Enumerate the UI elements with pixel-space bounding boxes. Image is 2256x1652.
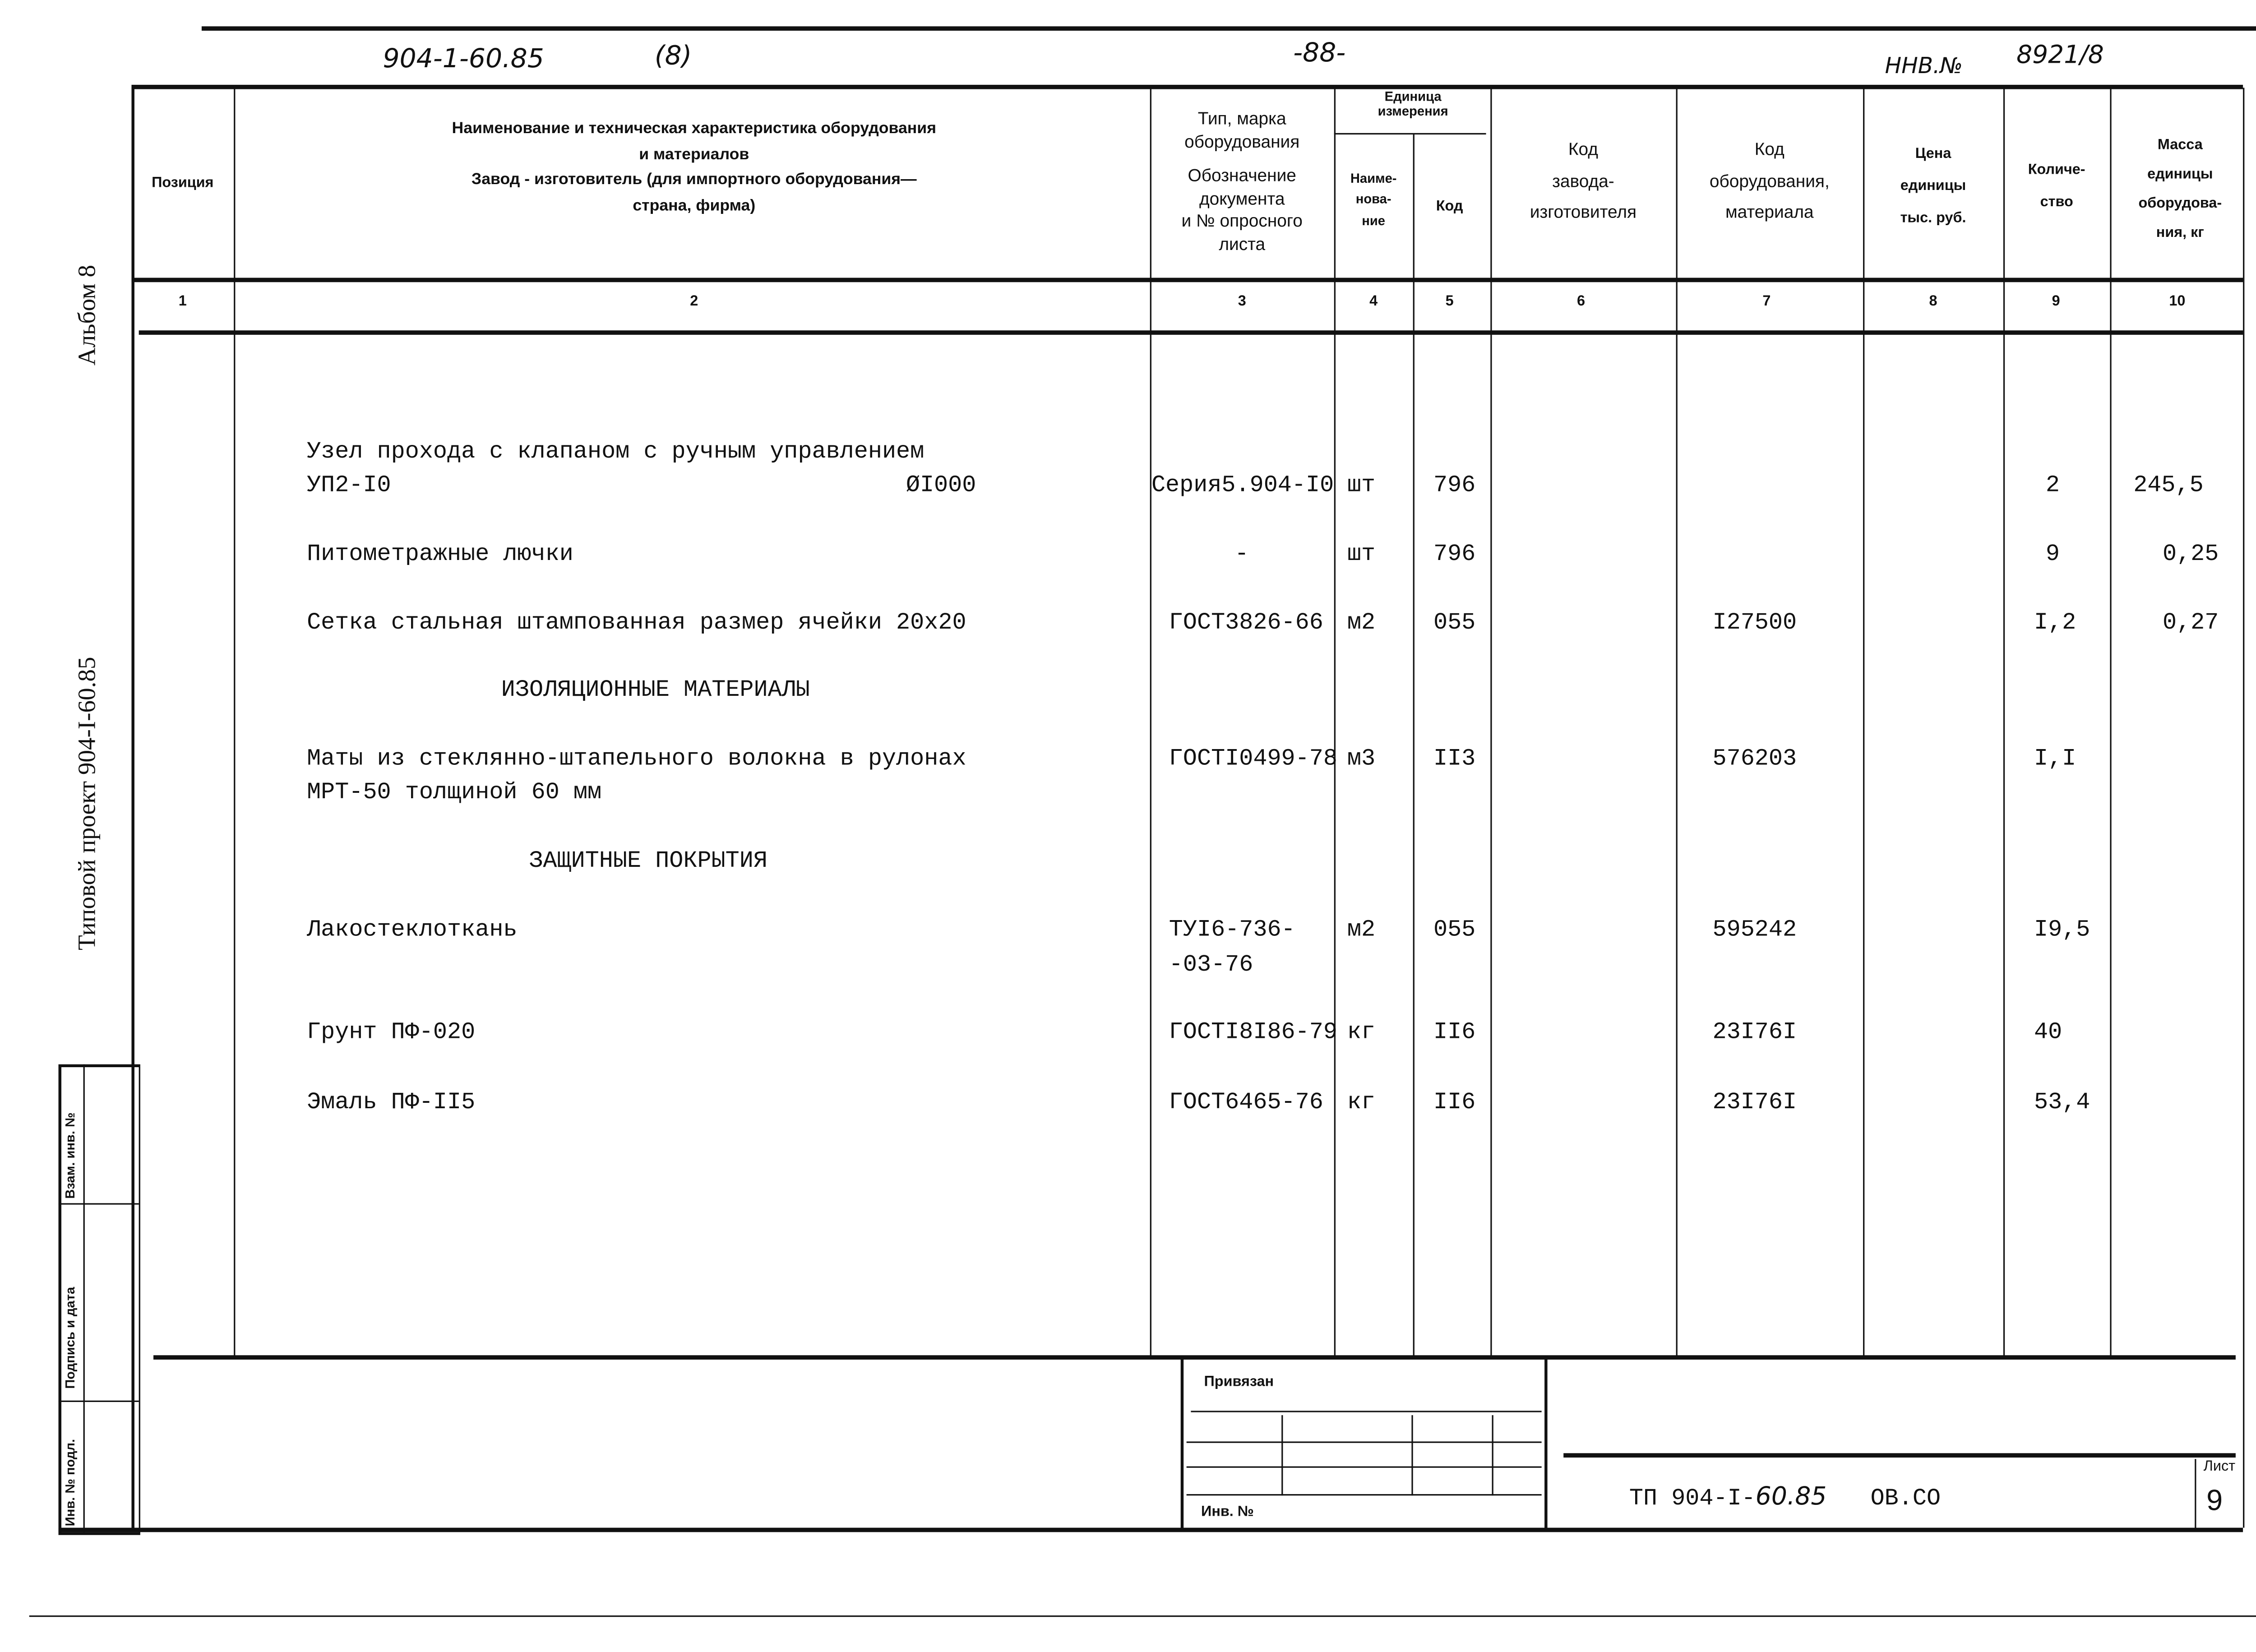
side-stamp-line — [59, 1401, 139, 1402]
item-name: Сетка стальная штампованная размер ячейки 20x20 — [307, 609, 966, 636]
col-unit-code-header: Код — [1436, 199, 1463, 215]
bottom-frame-line — [29, 1615, 2256, 1617]
column-number: 10 — [2169, 294, 2186, 310]
col-maker-code-header: Код завода- изготовителя — [1530, 139, 1637, 223]
item-quantity: 53,4 — [2034, 1089, 2090, 1115]
col-quantity-header: Количе- ство — [2028, 162, 2085, 211]
column-number: 1 — [178, 294, 187, 310]
side-stamp-divider — [83, 1064, 85, 1532]
item-unit-code: 796 — [1433, 541, 1476, 568]
column-number: 9 — [2052, 294, 2060, 310]
table-top-line — [131, 85, 2243, 89]
item-unit: м2 — [1347, 609, 1376, 636]
stamp-bottom-line — [59, 1528, 2243, 1532]
column-number: 4 — [1369, 294, 1378, 310]
item-document: ГОСТ3826-66 — [1169, 609, 1323, 636]
column-number: 8 — [1929, 294, 1937, 310]
item-document: ТУI6-736- — [1169, 916, 1295, 943]
item-quantity: I9,5 — [2034, 916, 2090, 943]
item-name: МРТ-50 толщиной 60 мм — [307, 779, 602, 806]
bound-label: Привязан — [1204, 1374, 1274, 1391]
column-divider — [234, 88, 235, 1356]
column-number: 6 — [1577, 294, 1586, 310]
item-diameter: ØI000 — [906, 472, 976, 499]
stamp-line — [1191, 1411, 1541, 1412]
column-number: 3 — [1238, 294, 1246, 310]
item-mass: 245,5 — [2133, 472, 2204, 499]
item-unit-code: 796 — [1433, 472, 1476, 499]
item-name: Лакостеклоткань — [307, 916, 518, 943]
item-material-code: 23I76I — [1712, 1019, 1797, 1046]
side-stamp-line — [59, 1203, 139, 1204]
item-mass: 0,27 — [2162, 609, 2219, 636]
column-number: 5 — [1445, 294, 1454, 310]
item-unit: шт — [1347, 472, 1376, 499]
item-document: ГОСТ6465-76 — [1169, 1089, 1323, 1115]
item-quantity: 40 — [2034, 1019, 2062, 1046]
table-right-line — [2243, 88, 2244, 1527]
section-heading: ЗАЩИТНЫЕ ПОКРЫТИЯ — [529, 848, 767, 875]
item-unit-code: 055 — [1433, 916, 1476, 943]
col-name-header: Наименование и техническая характеристика оборудования и материалов Завод - изготовитель (для импортного оборудования— страна, фирма) — [452, 120, 937, 215]
item-name: Эмаль ПФ-II5 — [307, 1089, 476, 1115]
item-document: - — [1234, 541, 1249, 568]
orig-inv-label: Инв. № подл. — [63, 1439, 78, 1527]
signature-date-label: Подпись и дата — [63, 1286, 78, 1389]
item-material-code: 595242 — [1712, 916, 1797, 943]
item-quantity: 9 — [2045, 541, 2060, 568]
item-name: Узел прохода с клапаном с ручным управлением — [307, 438, 925, 465]
item-document: -03-76 — [1169, 952, 1253, 978]
title-line — [1563, 1453, 2236, 1458]
item-document: ГОСТI8I86-79 — [1169, 1019, 1337, 1046]
column-divider — [1150, 88, 1151, 1356]
column-number: 2 — [690, 294, 698, 310]
album-mark: (8) — [654, 41, 692, 72]
stamp-line — [1187, 1467, 1542, 1468]
doc-code: 904-1-60.85 — [383, 44, 544, 75]
column-divider — [1413, 134, 1415, 1356]
numbers-bottom-line — [139, 330, 2243, 335]
column-divider — [1676, 88, 1678, 1356]
column-divider — [2003, 88, 2005, 1356]
page-number: -88- — [1293, 38, 1346, 69]
item-unit: кг — [1347, 1089, 1376, 1115]
item-material-code: 23I76I — [1712, 1089, 1797, 1115]
section-heading: ИЗОЛЯЦИОННЫЕ МАТЕРИАЛЫ — [501, 677, 810, 703]
item-name: Питометражные лючки — [307, 541, 573, 568]
item-name: УП2-I0 — [307, 472, 391, 499]
project-label: Типовой проект 904-I-60.85 — [73, 657, 101, 950]
item-unit: кг — [1347, 1019, 1376, 1046]
table-bottom-line — [153, 1355, 2236, 1360]
col-type-header: Тип, марка оборудования Обозначение документа и № опросного листа — [1181, 108, 1303, 255]
column-divider — [1334, 88, 1336, 1356]
column-number: 7 — [1762, 294, 1771, 310]
item-document: ГОСТI0499-78 — [1169, 745, 1337, 772]
item-quantity: 2 — [2045, 472, 2060, 499]
item-unit-code: II3 — [1433, 745, 1476, 772]
sheet-cell-border — [2195, 1459, 2196, 1529]
inv-number: 8921/8 — [2016, 41, 2104, 70]
stamp-line — [1187, 1494, 1542, 1495]
sheet-label: Лист — [2203, 1459, 2236, 1475]
inv-no-label: Инв. № — [1201, 1504, 1254, 1521]
stamp-border — [1544, 1357, 1547, 1529]
album-label: Альбом 8 — [73, 264, 101, 366]
col-material-code-header: Код оборудования, материала — [1709, 139, 1830, 223]
stamp-border — [1181, 1357, 1183, 1529]
item-name: Маты из стеклянно-штапельного волокна в рулонах — [307, 745, 966, 772]
item-mass: 0,25 — [2162, 541, 2219, 568]
item-name: Грунт ПФ-020 — [307, 1019, 476, 1046]
column-divider — [1490, 88, 1492, 1356]
item-material-code: I27500 — [1712, 609, 1797, 636]
col-unit-name-header: Наиме- нова- ние — [1350, 171, 1397, 228]
item-quantity: I,2 — [2034, 609, 2076, 636]
item-unit: м2 — [1347, 916, 1376, 943]
item-quantity: I,I — [2034, 745, 2076, 772]
item-unit-code: 055 — [1433, 609, 1476, 636]
header-bottom-line — [131, 278, 2243, 282]
col-mass-header: Масса единицы оборудова- ния, кг — [2138, 137, 2222, 241]
col-position-header: Позиция — [152, 175, 214, 192]
replace-inv-label: Взам. инв. № — [63, 1112, 78, 1199]
document-title: ТП 904-I-60.85 ОВ.СО — [1629, 1482, 1941, 1512]
col-price-header: Цена единицы тыс. руб. — [1900, 146, 1966, 227]
unit-divider — [1334, 133, 1486, 134]
stamp-line — [1281, 1415, 1283, 1495]
stamp-line — [1411, 1415, 1413, 1495]
item-unit-code: II6 — [1433, 1019, 1476, 1046]
item-material-code: 576203 — [1712, 745, 1797, 772]
sheet-number: 9 — [2206, 1485, 2223, 1518]
item-document: Серия5.904-I0 — [1151, 472, 1334, 499]
stamp-line — [1187, 1441, 1542, 1443]
item-unit: м3 — [1347, 745, 1376, 772]
item-unit-code: II6 — [1433, 1089, 1476, 1115]
stamp-line — [1492, 1415, 1493, 1495]
top-frame-line — [202, 26, 2256, 31]
unit-header: Единица измерения — [1378, 89, 1448, 119]
inv-label: ННВ.№ — [1885, 52, 1963, 79]
column-divider — [2110, 88, 2111, 1356]
column-divider — [1863, 88, 1864, 1356]
item-unit: шт — [1347, 541, 1376, 568]
